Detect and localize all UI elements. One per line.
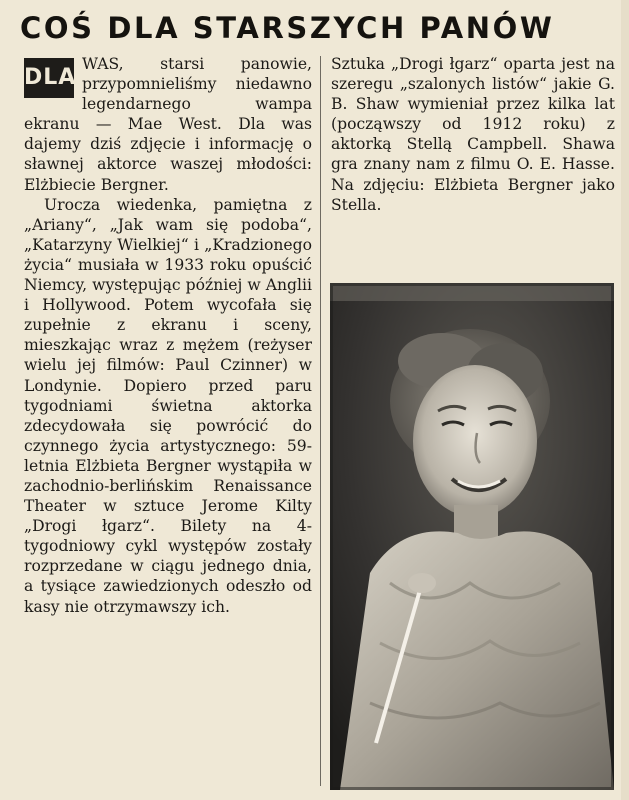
article-paragraph-1 [24, 54, 312, 195]
headline: COŚ DLA STARSZYCH PANÓW [20, 11, 555, 45]
article-right-column [331, 54, 615, 274]
portrait-photo-image [330, 283, 614, 790]
paragraph-1-text: WAS, starsi panowie, przypomnieliśmy niedawno legendarnego wampa ekranu — Mae West. Dla was dajemy dziś zdjęcie i informację o sławnej aktorce waszej młodości: Elżbiecie Bergner. [24, 55, 312, 194]
article-paragraph-2: Urocza wiedenka, pamiętna z „Ariany“, „Jak wam się podoba“, „Katarzyny Wielkiej“ i „Kradzionego życia“ musiała w 1933 roku opuścić Niemcy, występując później w Anglii i Hollywood. Potem wycofała się zupełnie z ekranu i sceny, mieszkając wraz z mężem (reżyser wielu jej filmów: Paul Czinner) w Londynie. Dopiero przed paru tygodniami świetna aktorka zdecydowała się powrócić do czynnego życia artystycznego: 59-letnia Elżbieta Bergner wystąpiła w zachodnio-berlińskim Renaissance Theater w sztuce Jerome Kilty „Drogi łgarz“. Bilety na 4-tygodniowy cykl występów zostały rozprzedane w ciągu jednego dnia, a tysiące zawiedzionych odeszło od kasy nie otrzymawszy ich. [24, 195, 312, 616]
portrait-photo [330, 283, 614, 790]
column-divider [320, 56, 321, 786]
page-edge [621, 0, 629, 800]
article-left-column [24, 54, 312, 788]
drop-cap: DLA [24, 58, 74, 98]
article-paragraph-3: Sztuka „Drogi łgarz“ oparta jest na szeregu „szalonych listów“ jakie G. B. Shaw wymieniał przez kilka lat (począwszy od 1912 roku) z aktorką Stellą Campbell. Shawa gra znany nam z filmu O. E. Hasse. Na zdjęciu: Elżbieta Bergner jako Stella. [331, 55, 615, 214]
